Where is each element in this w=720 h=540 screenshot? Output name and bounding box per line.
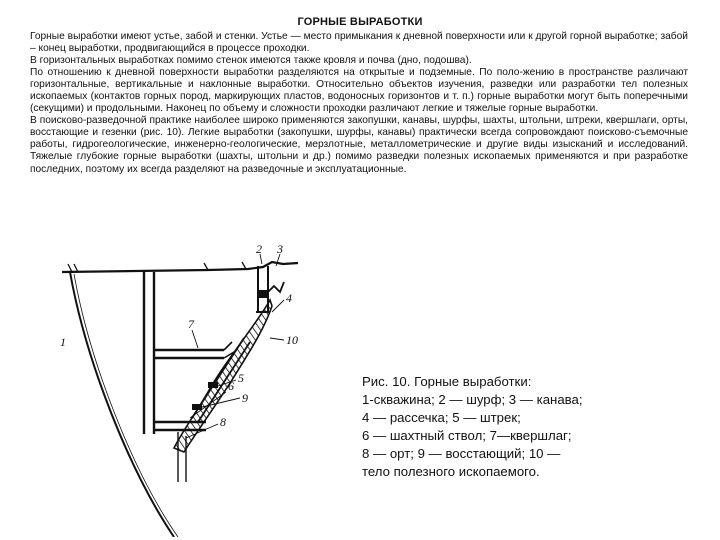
paragraph: Горные выработки имеют устье, забой и стенки. Устье — место примыкания к дневной поверхности или к другой горной выработке; забой – конец выработки, продвигающийся в процессе проходки. bbox=[30, 31, 688, 55]
paragraph: В горизонтальных выработках помимо стенок имеются также кровля и почва (дно, подошва). bbox=[30, 55, 472, 67]
label-5: 5 bbox=[238, 371, 244, 385]
label-4: 4 bbox=[286, 291, 292, 305]
label-9: 9 bbox=[242, 391, 248, 405]
mine-workings-figure bbox=[58, 242, 320, 537]
page-title: ГОРНЫЕ ВЫРАБОТКИ bbox=[297, 16, 423, 28]
trench-fill bbox=[258, 290, 268, 298]
caption-line: 8 — орт; 9 — восстающий; 10 — bbox=[362, 446, 561, 462]
label-6: 6 bbox=[228, 379, 234, 393]
borehole-line bbox=[70, 272, 174, 537]
borehole-line-inner bbox=[74, 274, 178, 537]
label-10: 10 bbox=[286, 333, 298, 347]
caption-line: Рис. 10. Горные выработки: bbox=[362, 374, 532, 389]
label-1: 1 bbox=[60, 335, 66, 349]
paragraph: В поисково-разведочной практике наиболее широко применяются закопушки, канавы, шурфы, шахты, штольни, штреки, квершлаги, орты, восстающие и гезенки (рис. 10). Легкие выработки (закопушки, шурфы, канавы) практически всегда сопровождают поисково-съемочные работы, гидрогеологические, инженерно-геологические, мерзлотные, металлометрические и другие виды изысканий и исследований. Тяжелые глубокие горные выработки (шахты, штольни и др.) помимо разведки полезных ископаемых применяются и при разработке последних, поэтому их всегда разделяют на разведочные и эксплуатационные. bbox=[30, 115, 688, 175]
caption-line: тело полезного ископаемого. bbox=[362, 464, 540, 480]
ground-surface-line bbox=[62, 262, 298, 272]
label-8: 8 bbox=[220, 415, 226, 429]
caption-line: 4 — рассечка; 5 — штрек; bbox=[362, 410, 521, 426]
figure-caption bbox=[362, 373, 642, 482]
drift-shtrek bbox=[208, 382, 218, 388]
label-3: 3 bbox=[277, 242, 283, 256]
caption-line: 1-скважина; 2 — шурф; 3 — канава; bbox=[362, 392, 583, 408]
leader-lines bbox=[186, 254, 284, 438]
label-2: 2 bbox=[256, 242, 262, 256]
body-text bbox=[30, 31, 688, 176]
caption-line: 6 — шахтный ствол; 7—квершлаг; bbox=[362, 428, 572, 444]
label-7: 7 bbox=[188, 317, 194, 331]
paragraph: По отношению к дневной поверхности выработки разделяются на открытые и подземные. По поло-жению в пространстве различают горизонтальные, вертикальные и наклонные выработки. Относительно объектов изучения, разведки или разработки тел полезных ископаемых (контактов горных пород, маркирующих пластов, водоносных горизонтов и т. п.) горные выработки могут быть поперечными (секущими) и продольными. Наконец по объему и сложности проходки различают легкие и тяжелые горные выработки. bbox=[30, 67, 688, 115]
